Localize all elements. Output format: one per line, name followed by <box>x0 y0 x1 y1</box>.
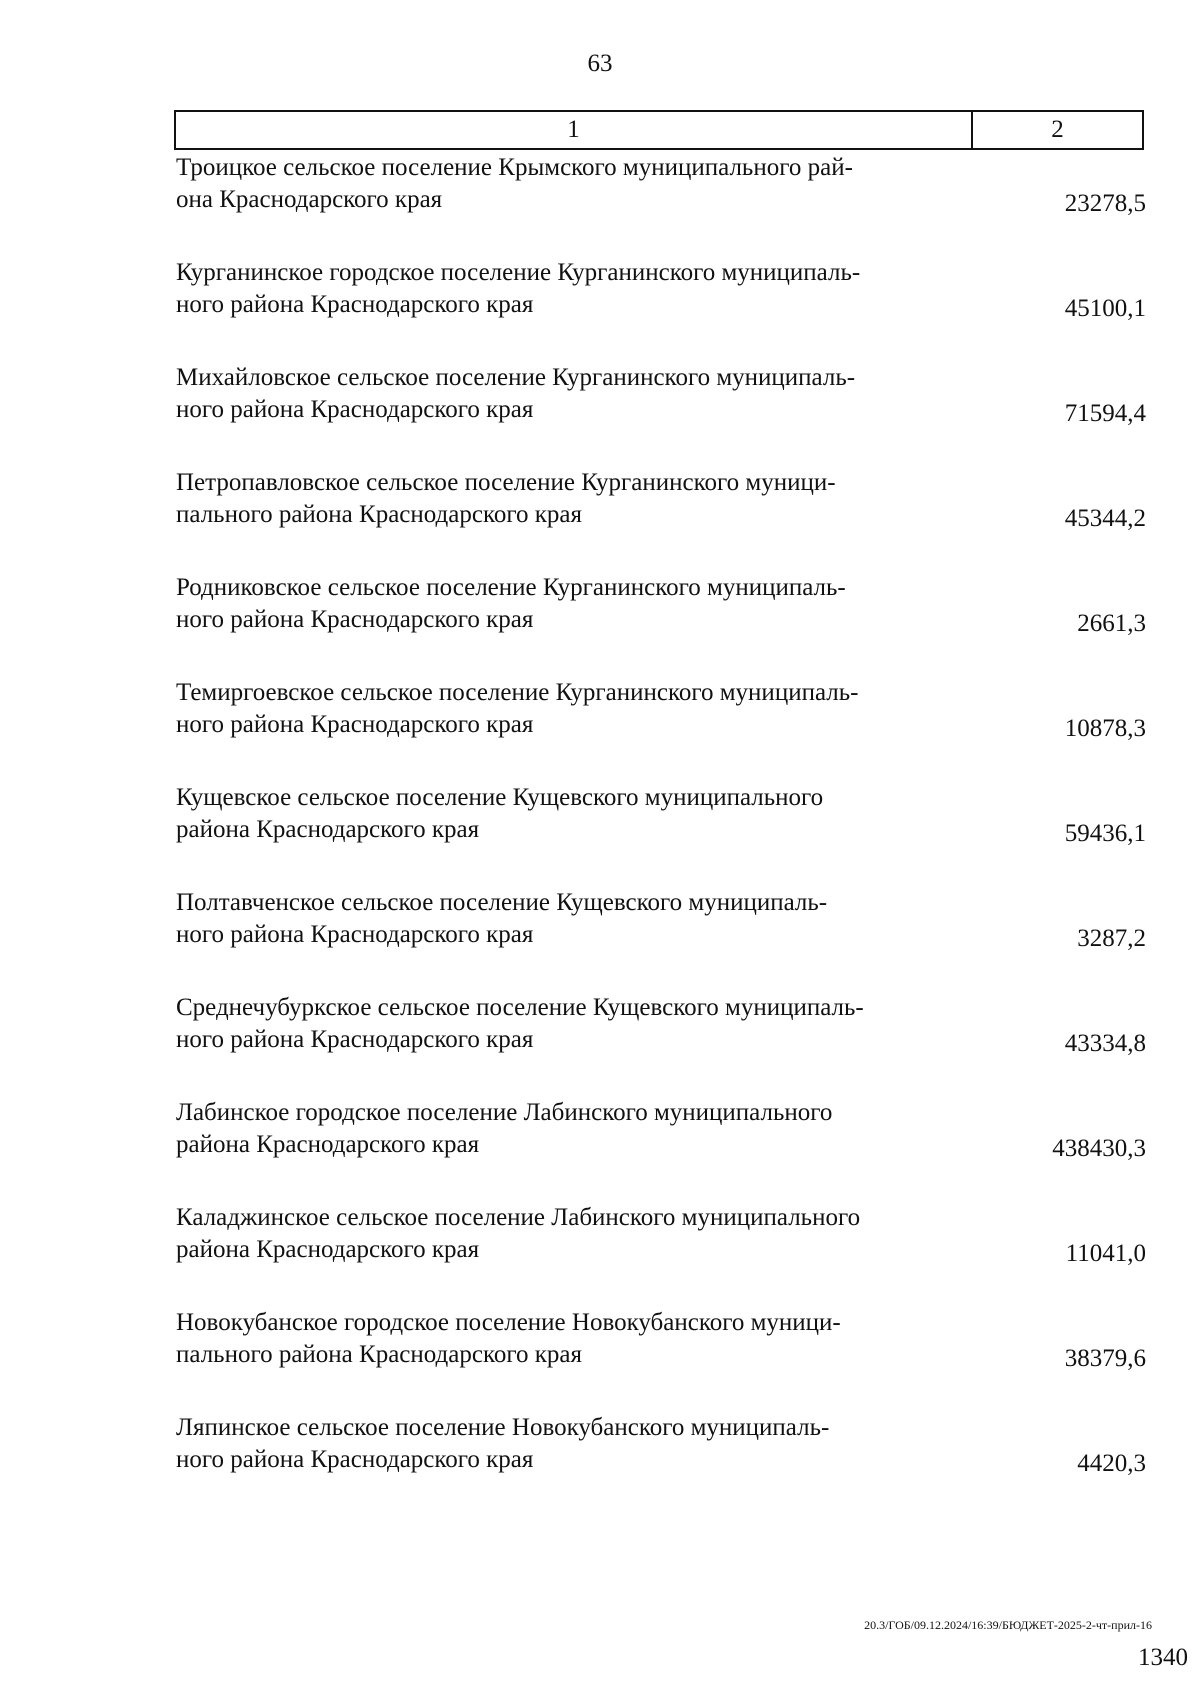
table-row <box>176 1202 1146 1307</box>
table-row <box>176 1412 1146 1517</box>
settlement-name: Михайловское сельское поселение Курганинского муниципаль- ного района Краснодарского края <box>176 364 856 423</box>
table-row <box>176 1097 1146 1202</box>
amount-value: 59436,1 <box>1064 820 1146 847</box>
amount-value: 10878,3 <box>1064 715 1146 742</box>
header-column-1: 1 <box>176 112 973 148</box>
amount-value: 71594,4 <box>1064 400 1146 427</box>
amount-value: 11041,0 <box>1065 1240 1146 1267</box>
amount-value: 45344,2 <box>1064 505 1146 532</box>
settlement-name: Петропавловское сельское поселение Курганинского муници- пального района Краснодарского края <box>176 469 836 528</box>
settlement-name: Темиргоевское сельское поселение Курганинского муниципаль- ного района Краснодарского края <box>176 679 859 738</box>
amount-value: 45100,1 <box>1064 295 1146 322</box>
settlement-table <box>176 152 1146 1517</box>
table-row <box>176 782 1146 887</box>
table-row <box>176 887 1146 992</box>
settlement-name: Ляпинское сельское поселение Новокубанского муниципаль- ного района Краснодарского края <box>176 1414 830 1473</box>
settlement-name: Кущевское сельское поселение Кущевского муниципального района Краснодарского края <box>176 784 824 843</box>
amount-value: 3287,2 <box>1077 925 1146 952</box>
table-row <box>176 467 1146 572</box>
document-code: 20.3/ГОБ/09.12.2024/16:39/БЮДЖЕТ-2025-2-чт-прил-16 <box>864 1618 1152 1632</box>
table-row <box>176 362 1146 467</box>
table-row <box>176 152 1146 257</box>
page-number: 63 <box>587 50 613 77</box>
settlement-name: Полтавченское сельское поселение Кущевского муниципаль- ного района Краснодарского края <box>176 889 828 948</box>
table-header <box>174 110 1144 150</box>
settlement-name: Среднечубуркское сельское поселение Кущевского муниципаль- ного района Краснодарского края <box>176 994 864 1053</box>
amount-value: 438430,3 <box>1052 1135 1146 1162</box>
sheet-number: 1340 <box>1138 1644 1188 1671</box>
settlement-name: Курганинское городское поселение Курганинского муниципаль- ного района Краснодарского края <box>176 259 861 318</box>
settlement-name: Родниковское сельское поселение Курганинского муниципаль- ного района Краснодарского края <box>176 574 846 633</box>
amount-value: 4420,3 <box>1077 1450 1146 1477</box>
table-row <box>176 572 1146 677</box>
amount-value: 2661,3 <box>1077 610 1146 637</box>
settlement-name: Каладжинское сельское поселение Лабинского муниципального района Краснодарского края <box>176 1204 861 1263</box>
amount-value: 23278,5 <box>1064 190 1146 217</box>
header-column-2: 2 <box>1051 116 1064 143</box>
amount-value: 43334,8 <box>1064 1030 1146 1057</box>
table-row <box>176 1307 1146 1412</box>
settlement-name: Троицкое сельское поселение Крымского муниципального рай- она Краснодарского края <box>176 154 853 213</box>
settlement-name: Лабинское городское поселение Лабинского муниципального района Краснодарского края <box>176 1099 833 1158</box>
table-row <box>176 257 1146 362</box>
table-row <box>176 677 1146 782</box>
amount-value: 38379,6 <box>1064 1345 1146 1372</box>
settlement-name: Новокубанское городское поселение Новокубанского муници- пального района Краснодарского края <box>176 1309 841 1368</box>
table-row <box>176 992 1146 1097</box>
